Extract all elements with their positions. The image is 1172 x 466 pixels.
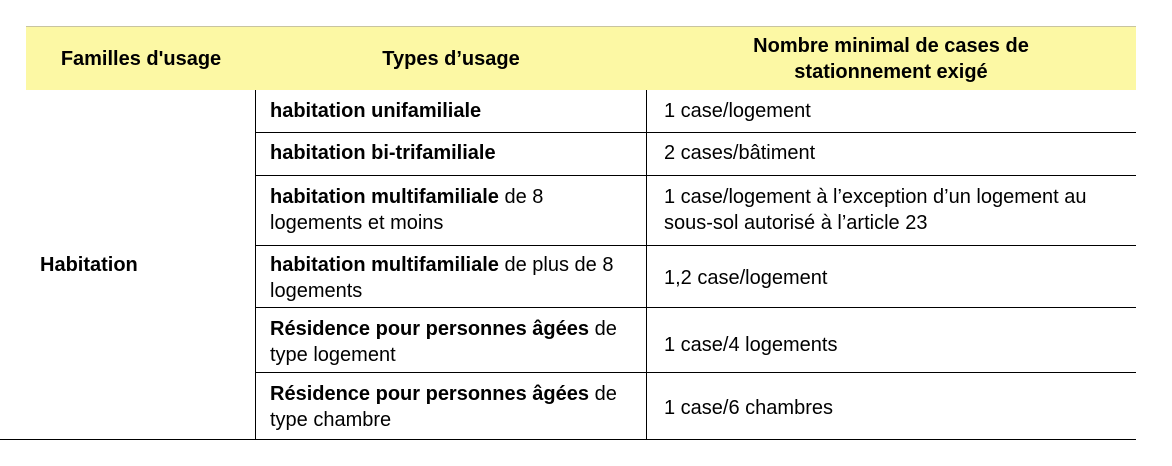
- table-header: [26, 26, 1136, 90]
- type-cell: [270, 140, 630, 166]
- header-parking-line1: Nombre minimal de cases de: [753, 35, 1029, 57]
- family-label: Habitation: [40, 253, 138, 276]
- type-bold: habitation unifamiliale: [270, 100, 482, 122]
- type-bold: habitation bi-trifamiliale: [270, 142, 496, 164]
- type-cell: [270, 316, 630, 368]
- header-types: [256, 27, 646, 91]
- type-rest: de type chambre: [270, 383, 617, 431]
- type-bold: habitation multifamiliale: [270, 186, 499, 208]
- parking-cell: 1 case/logement: [664, 100, 811, 122]
- table-row: [256, 133, 1136, 176]
- type-rest: de 8 logements et moins: [270, 186, 544, 234]
- type-bold: Résidence pour personnes âgées: [270, 318, 590, 340]
- type-rest: de type logement: [270, 318, 617, 366]
- parking-cell: 1 case/logement à l’exception d’un logement au sous-sol autorisé à l’article 23: [664, 186, 1087, 234]
- header-parking-line2: stationnement exigé: [794, 61, 988, 83]
- type-cell: [270, 381, 630, 433]
- family-cell: [26, 90, 256, 440]
- table-row: [256, 90, 1136, 133]
- column-divider: [646, 90, 647, 440]
- type-cell: [270, 184, 630, 236]
- type-cell: [270, 252, 630, 304]
- table-row: [256, 246, 1136, 308]
- type-bold: habitation multifamiliale: [270, 254, 499, 276]
- table-row: [256, 373, 1136, 440]
- parking-cell: 1 case/6 chambres: [664, 397, 833, 419]
- type-bold: Résidence pour personnes âgées: [270, 383, 590, 405]
- header-parking: [646, 27, 1136, 91]
- parking-cell: 1,2 case/logement: [664, 267, 828, 289]
- header-families: [26, 27, 256, 91]
- parking-cell: 1 case/4 logements: [664, 334, 838, 356]
- table-bottom-rule: [0, 439, 1136, 440]
- header-families-label: Familles d'usage: [60, 48, 222, 70]
- type-cell: [270, 98, 630, 124]
- type-rest: de plus de 8 logements: [270, 254, 614, 302]
- table-row: [256, 176, 1136, 246]
- parking-cell: 2 cases/bâtiment: [664, 142, 816, 164]
- parking-requirements-table: [26, 26, 1136, 440]
- header-types-label: Types d’usage: [382, 48, 520, 70]
- table-row: [256, 308, 1136, 373]
